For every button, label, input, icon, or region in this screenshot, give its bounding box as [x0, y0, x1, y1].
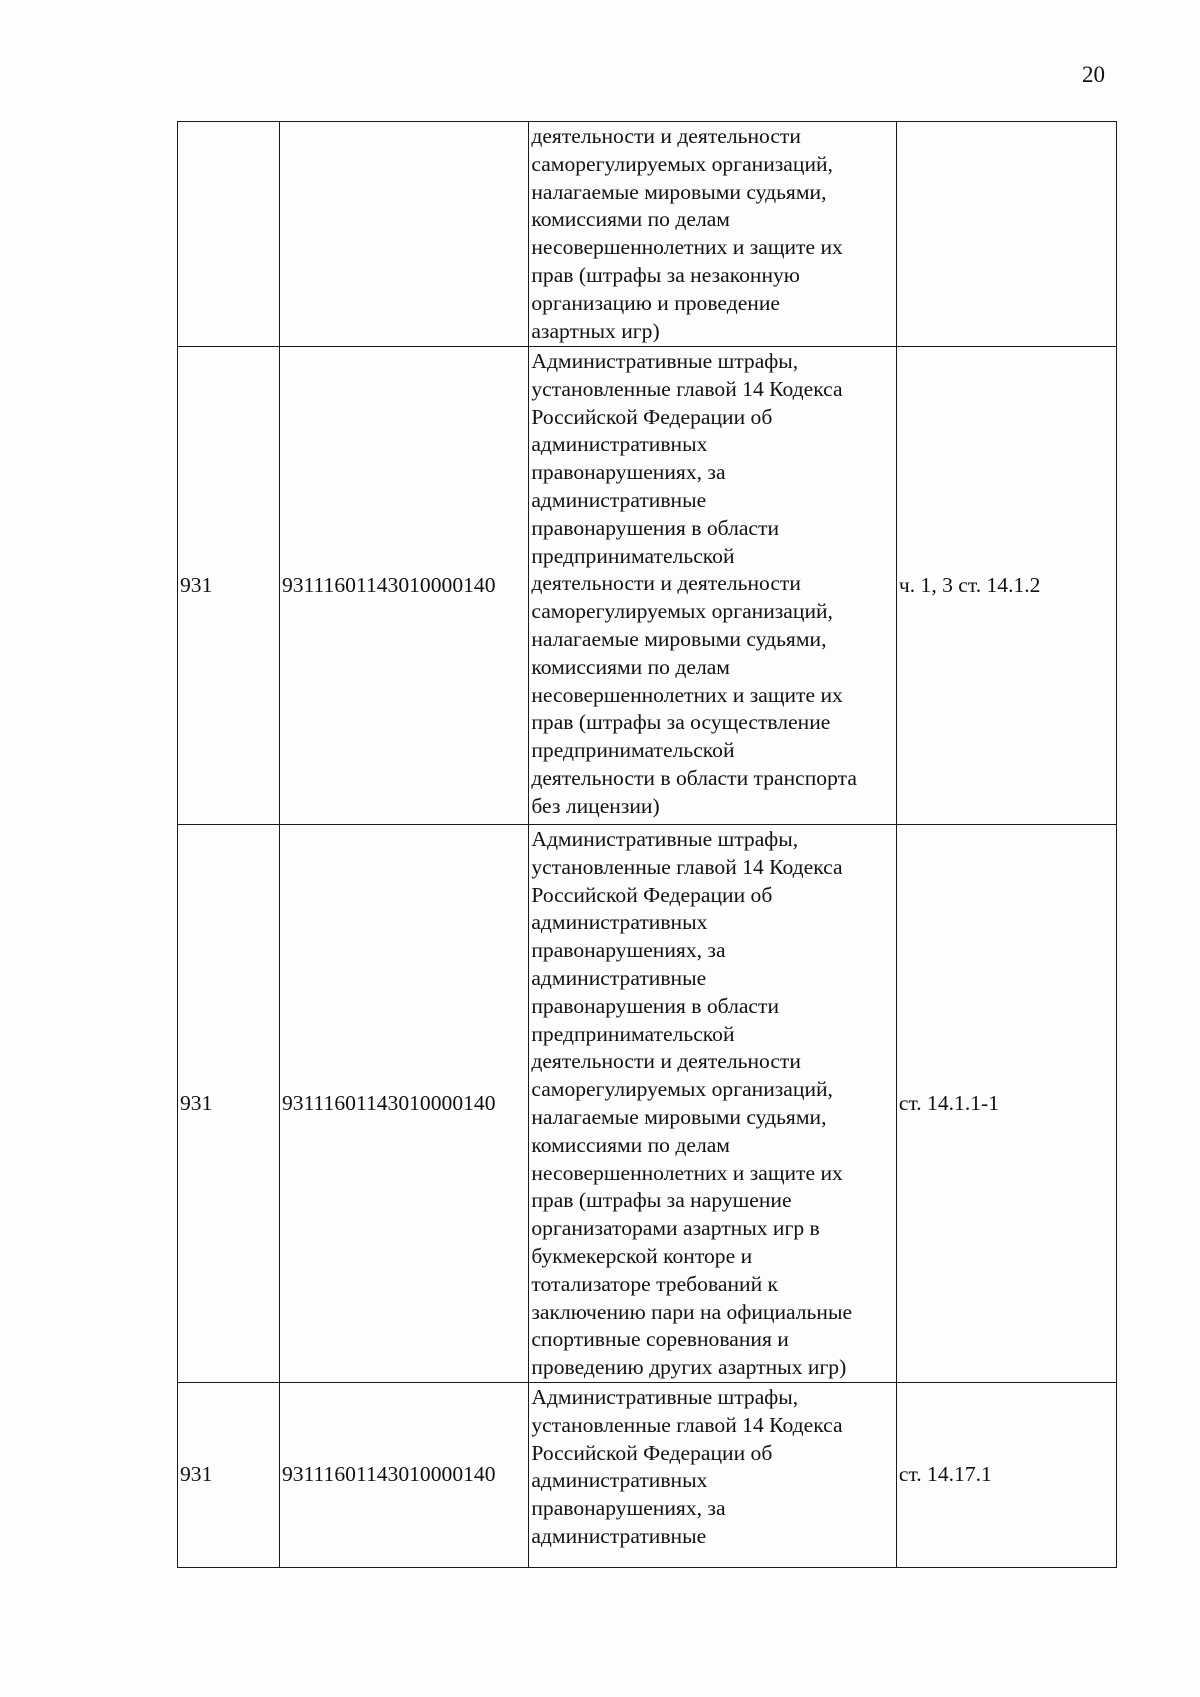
description-line: несовершеннолетних и защите их: [531, 682, 843, 707]
description-cell: [529, 1382, 897, 1567]
description-line: административные: [531, 1523, 707, 1548]
description-line: установленные главой 14 Кодекса: [531, 376, 843, 401]
description-line: правонарушения в области: [531, 993, 780, 1018]
description-line: деятельности и деятельности: [531, 124, 801, 148]
description-line: организаторами азартных игр в: [531, 1216, 820, 1241]
description-line: тотализаторе требований к: [531, 1271, 779, 1296]
description-line: спортивные соревнования и: [531, 1327, 789, 1352]
description-line: азартных игр): [531, 318, 660, 343]
description-line: комиссиями по делам: [531, 207, 730, 232]
description-line: административных: [531, 1468, 708, 1493]
description-line: налагаемые мировыми судьями,: [531, 626, 827, 651]
kbk-cell: 93111601143010000140: [279, 347, 528, 825]
kbk-cell: [279, 122, 528, 347]
description-line: саморегулируемых организаций,: [531, 599, 833, 624]
table-row: [178, 122, 1117, 347]
table-row: [178, 825, 1117, 1383]
description-line: Российской Федерации об: [531, 1440, 773, 1465]
description-line: предпринимательской: [531, 738, 735, 763]
description-line: саморегулируемых организаций,: [531, 151, 833, 176]
description-line: правонарушениях, за: [531, 938, 726, 963]
description-line: несовершеннолетних и защите их: [531, 1160, 843, 1185]
description-line: Административные штрафы,: [531, 1384, 799, 1409]
description-line: прав (штрафы за незаконную: [531, 262, 800, 287]
description-line: деятельности в области транспорта: [531, 765, 857, 790]
description-cell: [529, 347, 897, 825]
article-cell: ст. 14.1.1-1: [896, 825, 1116, 1383]
description-line: предпринимательской: [531, 543, 735, 568]
description-line: заключению пари на официальные: [531, 1299, 853, 1324]
description-line: организацию и проведение: [531, 290, 780, 315]
budget-codes-table: [177, 121, 1117, 1568]
description-line: административных: [531, 910, 708, 935]
description-line: установленные главой 14 Кодекса: [531, 854, 843, 879]
description-line: прав (штрафы за осуществление: [531, 710, 831, 735]
kbk-cell: 93111601143010000140: [279, 825, 528, 1383]
description-line: несовершеннолетних и защите их: [531, 235, 843, 260]
description-cell: [529, 122, 897, 347]
description-line: без лицензии): [531, 793, 660, 818]
admin-code-cell: [178, 122, 280, 347]
description-line: административные: [531, 487, 707, 512]
description-line: налагаемые мировыми судьями,: [531, 1104, 827, 1129]
admin-code-cell: 931: [178, 825, 280, 1383]
description-line: правонарушения в области: [531, 515, 780, 540]
admin-code-cell: 931: [178, 1382, 280, 1567]
kbk-cell: 93111601143010000140: [279, 1382, 528, 1567]
article-cell: [896, 122, 1116, 347]
description-line: комиссиями по делам: [531, 654, 730, 679]
description-line: проведению других азартных игр): [531, 1355, 847, 1380]
description-line: букмекерской конторе и: [531, 1243, 753, 1268]
description-line: предпринимательской: [531, 1021, 735, 1046]
description-line: правонарушениях, за: [531, 1496, 726, 1521]
description-line: правонарушениях, за: [531, 460, 726, 485]
page-number: 20: [1082, 62, 1105, 87]
description-line: установленные главой 14 Кодекса: [531, 1412, 843, 1437]
description-line: налагаемые мировыми судьями,: [531, 179, 827, 204]
admin-code-cell: 931: [178, 347, 280, 825]
table-row: [178, 1382, 1117, 1567]
description-line: саморегулируемых организаций,: [531, 1077, 833, 1102]
table-row: [178, 347, 1117, 825]
description-line: Административные штрафы,: [531, 349, 799, 373]
description-cell: [529, 825, 897, 1383]
description-line: административных: [531, 432, 708, 457]
description-line: Российской Федерации об: [531, 404, 773, 429]
description-line: административные: [531, 965, 707, 990]
description-line: комиссиями по делам: [531, 1132, 730, 1157]
description-line: деятельности и деятельности: [531, 1049, 801, 1074]
article-cell: ст. 14.17.1: [896, 1382, 1116, 1567]
description-line: деятельности и деятельности: [531, 571, 801, 596]
article-cell: ч. 1, 3 ст. 14.1.2: [896, 347, 1116, 825]
description-line: прав (штрафы за нарушение: [531, 1188, 792, 1213]
description-line: Административные штрафы,: [531, 827, 799, 851]
description-line: Российской Федерации об: [531, 882, 773, 907]
